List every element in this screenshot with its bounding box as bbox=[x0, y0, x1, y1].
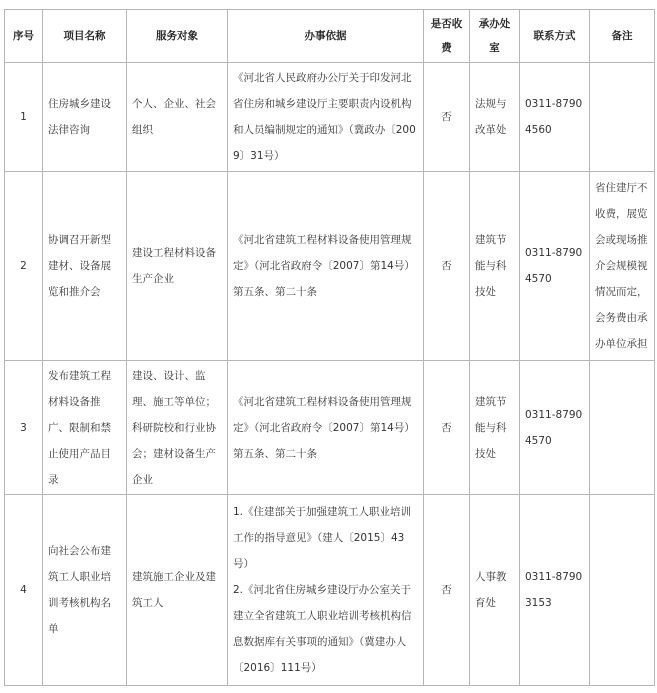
basis-text: 《河北省建筑工程材料设备使用管理规定》（河北省政府令〔2007〕第14号）第五条、第二十条 bbox=[233, 234, 415, 298]
basis-text-2: 2.《河北省住房城乡建设厅办公室关于建立全省建筑工人职业培训考核机构信息数据库有关事项的通知》（冀建办人〔2016〕111号） bbox=[233, 584, 412, 674]
cell-item-name: 发布建筑工程材料设备推广、限制和禁止使用产品目录 bbox=[43, 361, 127, 495]
cell-department: 建筑节能与科技处 bbox=[470, 361, 520, 495]
basis-text-1: 1.《住建部关于加强建筑工人职业培训工作的指导意见》（建人〔2015〕43号） bbox=[233, 506, 412, 570]
cell-remark bbox=[590, 495, 655, 686]
cell-basis bbox=[228, 495, 424, 686]
cell-is-fee: 否 bbox=[424, 361, 470, 495]
table-row bbox=[5, 172, 655, 361]
cell-item-name: 住房城乡建设法律咨询 bbox=[43, 63, 127, 172]
cell-department: 建筑节能与科技处 bbox=[470, 172, 520, 361]
basis-text: 《河北省人民政府办公厅关于印发河北省住房和城乡建设厅主要职责内设机构和人员编制规定的通知》（冀政办〔2009〕31号） bbox=[233, 72, 416, 162]
header-row bbox=[5, 10, 655, 63]
cell-seq: 1 bbox=[5, 63, 43, 172]
cell-contact: 0311-87903153 bbox=[520, 495, 590, 686]
cell-service-target: 建筑施工企业及建筑工人 bbox=[127, 495, 228, 686]
cell-remark bbox=[590, 361, 655, 495]
header-service-target: 服务对象 bbox=[127, 10, 228, 63]
cell-contact: 0311-87904570 bbox=[520, 172, 590, 361]
cell-contact: 0311-87904560 bbox=[520, 63, 590, 172]
cell-seq: 4 bbox=[5, 495, 43, 686]
cell-service-target: 个人、企业、社会组织 bbox=[127, 63, 228, 172]
cell-department: 法规与改革处 bbox=[470, 63, 520, 172]
cell-remark: 省住建厅不收费，展览会或现场推介会规模视情况而定，会务费由承办单位承担 bbox=[590, 172, 655, 361]
cell-basis bbox=[228, 172, 424, 361]
header-item-name: 项目名称 bbox=[43, 10, 127, 63]
header-remark: 备注 bbox=[590, 10, 655, 63]
table-row bbox=[5, 63, 655, 172]
cell-service-target: 建设、设计、监理、施工等单位；科研院校和行业协会；建材设备生产企业 bbox=[127, 361, 228, 495]
cell-is-fee: 否 bbox=[424, 63, 470, 172]
cell-item-name: 向社会公布建筑工人职业培训考核机构名单 bbox=[43, 495, 127, 686]
cell-contact: 0311-87904570 bbox=[520, 361, 590, 495]
table-row bbox=[5, 361, 655, 495]
header-basis: 办事依据 bbox=[228, 10, 424, 63]
header-contact: 联系方式 bbox=[520, 10, 590, 63]
cell-service-target: 建设工程材料设备生产企业 bbox=[127, 172, 228, 361]
cell-is-fee: 否 bbox=[424, 172, 470, 361]
cell-is-fee: 否 bbox=[424, 495, 470, 686]
cell-basis bbox=[228, 361, 424, 495]
basis-text: 《河北省建筑工程材料设备使用管理规定》（河北省政府令〔2007〕第14号）第五条、第二十条 bbox=[233, 395, 415, 460]
table-row bbox=[5, 495, 655, 686]
cell-department: 人事教育处 bbox=[470, 495, 520, 686]
cell-seq: 3 bbox=[5, 361, 43, 495]
service-items-table bbox=[4, 9, 655, 686]
header-department: 承办处室 bbox=[470, 10, 520, 63]
header-seq: 序号 bbox=[5, 10, 43, 63]
header-is-fee: 是否收费 bbox=[424, 10, 470, 63]
cell-seq: 2 bbox=[5, 172, 43, 361]
cell-item-name: 协调召开新型建材、设备展览和推介会 bbox=[43, 172, 127, 361]
cell-remark bbox=[590, 63, 655, 172]
cell-basis bbox=[228, 63, 424, 172]
